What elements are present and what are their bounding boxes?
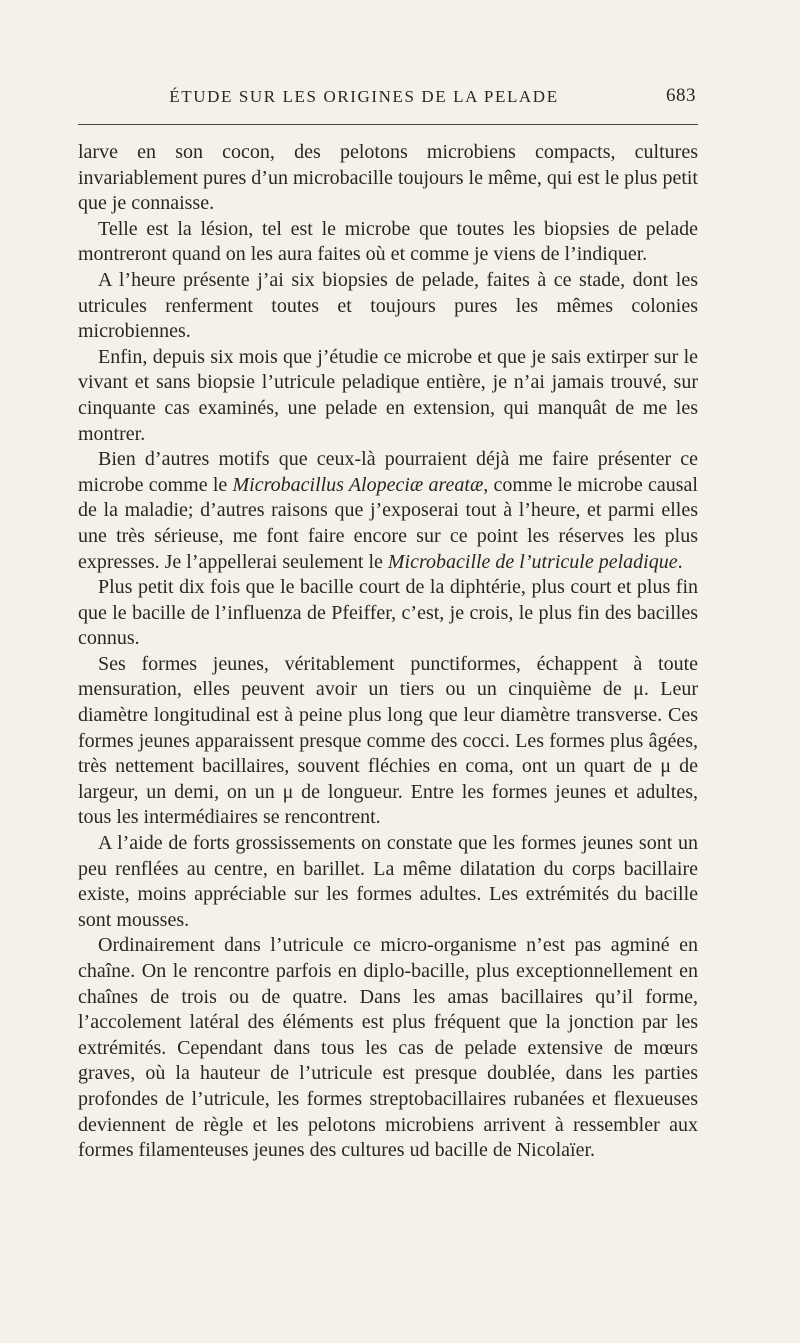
paragraph-5-text-a: Bien d’autres motifs que ceux-là pourraient déjà me faire présenter ce microbe comme le bbox=[78, 448, 698, 496]
paragraph-5 bbox=[78, 447, 698, 575]
paragraph-3: A l’heure présente j’ai six biopsies de pelade, faites à ce stade, dont les utricules renferment toutes et toujours pures les mêmes colonies microbiennes. bbox=[78, 268, 698, 343]
paragraph-8: A l’aide de forts grossissements on constate que les formes jeunes sont un peu renflées au centre, en barillet. La même dilatation du corps bacillaire existe, moins appréciable sur les formes adultes. Les extrémités du bacille sont mousses. bbox=[78, 832, 698, 931]
paragraph-1: larve en son cocon, des pelotons microbiens compacts, cultures invariablement pures d’un microbacille toujours le même, qui est le plus petit que je connaisse. bbox=[78, 141, 698, 215]
species-name: Microbacillus Alopeciæ areatæ bbox=[232, 473, 484, 496]
page-header bbox=[78, 82, 698, 112]
paragraph-7: Ses formes jeunes, véritablement punctiformes, échappent à toute mensuration, elles peuvent avoir un tiers ou un cinquième de μ. Leur diamètre longitudinal est à peine plus long que leur diamètre transverse. Ces formes jeunes apparaissent presque comme des cocci. Les formes plus âgées, très nettement bacillaires, souvent fléchies en coma, ont un quart de μ de largeur, un demi, on un μ de longueur. Entre les formes jeunes et adultes, tous les intermédiaires se rencontrent. bbox=[78, 652, 698, 829]
microbe-name: Microbacille de l’utricule peladique bbox=[387, 550, 678, 573]
paragraph-5-text-e: . bbox=[677, 550, 683, 573]
header-rule bbox=[78, 124, 698, 125]
running-title: ÉTUDE SUR LES ORIGINES DE LA PELADE bbox=[169, 87, 559, 106]
paragraph-6: Plus petit dix fois que le bacille court de la diphtérie, plus court et plus fin que le bacille de l’influenza de Pfeiffer, c’est, je crois, le plus fin des bacilles connus. bbox=[78, 576, 698, 650]
paragraph-2: Telle est la lésion, tel est le microbe que toutes les biopsies de pelade montreront quand on les aura faites où et comme je viens de l’indiquer. bbox=[78, 217, 698, 266]
body-text bbox=[78, 140, 698, 1164]
paragraph-5-text-c: , comme le microbe causal de la maladie; d’autres raisons que j’exposerai tout à l’heure, et parmi elles une très sérieuse, me font faire encore sur ce point les réserves les plus expresses. Je l’appellerai seulement le bbox=[78, 473, 698, 573]
paragraph-4: Enfin, depuis six mois que j’étudie ce microbe et que je sais extirper sur le vivant et sans biopsie l’utricule peladique entière, je n’ai jamais trouvé, sur cinquante cas examinés, une pelade en extension, qui manquât de me les montrer. bbox=[78, 345, 698, 445]
paragraph-9: Ordinairement dans l’utricule ce micro-organisme n’est pas agminé en chaîne. On le rencontre parfois en diplo-bacille, plus exceptionnellement en chaînes de trois ou de quatre. Dans les amas bacillaires qu’il forme, l’accolement latéral des éléments est plus fréquent que la jonction par les extrémités. Cependant dans tous les cas de pelade extensive de mœurs graves, où la hauteur de l’utricule est presque doublée, dans les parties profondes de l’utricule, les formes streptobacillaires rubanées et flexueuses deviennent de règle et les pelotons microbiens arrivent à ressembler aux formes filamenteuses jeunes des cultures ud bacille de Nicolaïer. bbox=[78, 934, 698, 1162]
page-number: 683 bbox=[666, 85, 696, 106]
